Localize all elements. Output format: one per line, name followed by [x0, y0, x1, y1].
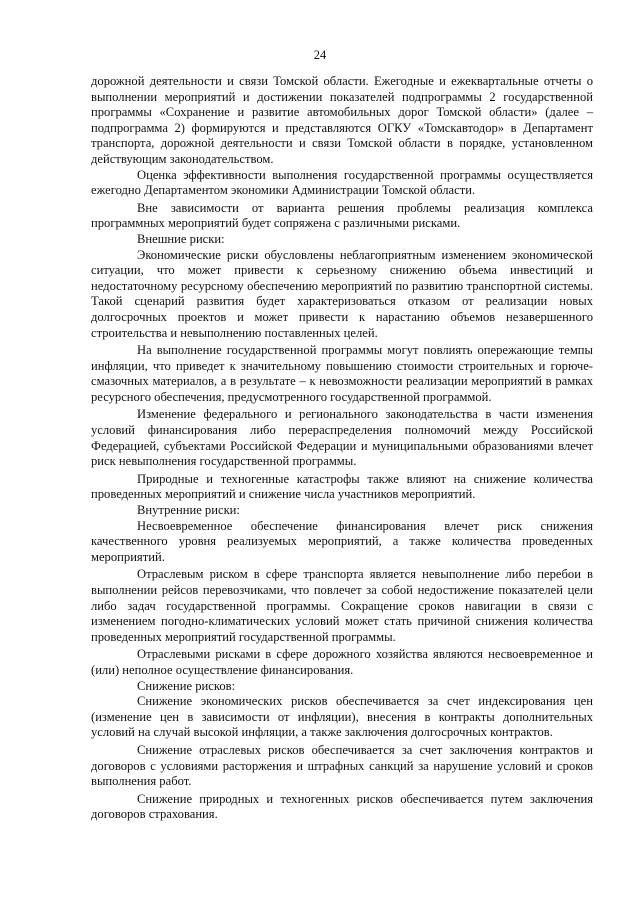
paragraph-1: дорожной деятельности и связи Томской области. Ежегодные и ежеквартальные отчеты о выполнении мероприятий и достижении показателей подпрограммы 2 государственной программы «Сохранение и развитие автомобильных дорог Томской области» (далее – подпрограмма 2) формируются и представляются ОГКУ «Томскавтодор» в Департамент транспорта, дорожной деятельности и связи Томской области в порядке, установленном действующим законодательством.: [91, 74, 593, 166]
paragraph-economic-reduction: Снижение экономических рисков обеспечивается за счет индексирования цен (изменение цен в зависимости от инфляции), внесения в контракты дополнительных условий на случай высокой инфляции, а также заключения долгосрочных контрактов.: [91, 694, 593, 740]
paragraph-road-risk: Отраслевыми рисками в сфере дорожного хозяйства являются несвоевременное и (или) неполное осуществление финансирования.: [91, 647, 593, 677]
paragraph-legislation: Изменение федерального и регионального законодательства в части изменения условий финансирования либо перераспределения полномочий между Российской Федерацией, субъектами Российской Федерации и муниципальными образованиями влечет риск невыполнения государственной программы.: [91, 407, 593, 469]
paragraph-natural-reduction: Снижение природных и техногенных рисков обеспечивается путем заключения договоров страхования.: [91, 791, 593, 822]
paragraph-sector-reduction: Снижение отраслевых рисков обеспечивается за счет заключения контрактов и договоров с условиями расторжения и штрафных санкций за нарушение условий и сроков выполнения работ.: [91, 742, 593, 789]
document-body: [91, 74, 593, 823]
paragraph-inflation: На выполнение государственной программы могут повлиять опережающие темпы инфляции, что приведет к значительному повышению стоимости строительных и горюче-смазочных материалов, а в результате – к невозможности реализации мероприятий в рамках ресурсного обеспечения, предусмотренного государственной программой.: [91, 343, 593, 404]
heading-external-risks: Внешние риски:: [137, 231, 225, 246]
page-number: 24: [313, 48, 327, 62]
paragraph-economic-risks: Экономические риски обусловлены неблагоприятным изменением экономической ситуации, что может привести к серьезному снижению объема инвестиций и недостаточному ресурсному обеспечению мероприятий по развитию транспортной системы. Такой сценарий развития будет характеризоваться отказом от реализации новых долгосрочных проектов и может привести к нарастанию объемов незавершенного строительства и невыполнению поставленных целей.: [91, 247, 593, 340]
heading-internal-risks: Внутренние риски:: [137, 503, 240, 518]
paragraph-transport-risk: Отраслевым риском в сфере транспорта является невыполнение либо перебои в выполнении рейсов перевозчиками, что повлечет за собой недостижение показателей цели либо задач государственной программы. Сокращение сроков навигации в связи с изменением погодно-климатических условий может стать причиной снижения количества проведенных мероприятий государственной программы.: [91, 567, 593, 644]
paragraph-3: Вне зависимости от варианта решения проблемы реализация комплекса программных мероприятий будет сопряжена с различными рисками.: [91, 200, 593, 231]
paragraph-2: Оценка эффективности выполнения государственной программы осуществляется ежегодно Департаментом экономики Администрации Томской области.: [91, 167, 593, 198]
paragraph-financing: Несвоевременное обеспечение финансирования влечет риск снижения качественного уровня реализуемых мероприятий, а также количества проведенных мероприятий.: [91, 518, 593, 564]
heading-risk-reduction: Снижение рисков:: [137, 678, 236, 693]
paragraph-disasters: Природные и техногенные катастрофы также влияют на снижение количества проведенных мероприятий и снижение числа участников мероприятий.: [91, 471, 593, 502]
